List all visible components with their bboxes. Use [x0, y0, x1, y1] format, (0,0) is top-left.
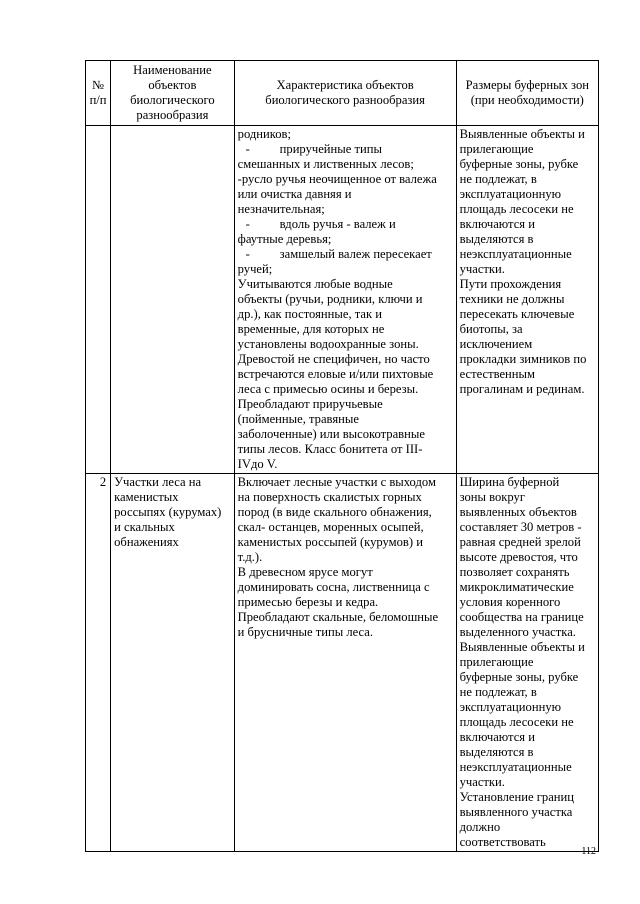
text-line: обнажениях [114, 535, 179, 549]
text-line: не подлежат, в [459, 172, 537, 186]
text-line: каменистых [114, 490, 179, 504]
text-line: выделяются в [459, 745, 534, 759]
text-line: эксплуатационную [459, 700, 562, 714]
text-line: В древесном ярусе могут [237, 565, 373, 579]
text-line: Выявленные объекты и [459, 640, 585, 654]
header-buffer: Размеры буферных зон (при необходимости) [456, 61, 598, 126]
text-line: пересекать ключевые [459, 307, 575, 321]
text-line: Пути прохождения [459, 277, 562, 291]
header-row [86, 61, 599, 126]
text-line: выявленных объектов [459, 505, 577, 519]
text-line: доминировать сосна, лиственница с [237, 580, 430, 594]
text-line: соответствовать [459, 835, 546, 849]
text-line: Выявленные объекты и [459, 127, 585, 141]
text-line: буферные зоны, рубке [459, 157, 579, 171]
row1-num [86, 126, 111, 474]
table-row [86, 474, 599, 852]
text-line: -русло ручья неочищенное от валежа [237, 172, 437, 186]
text-line: микроклиматические [459, 580, 574, 594]
text-line: смешанных и лиственных лесов; [237, 157, 414, 171]
text-line: условия коренного [459, 595, 561, 609]
text-line: Включает лесные участки с выходом [237, 475, 436, 489]
text-line: Преобладают приручьевые [237, 397, 383, 411]
text-line: пород (в виде скального обнажения, [237, 505, 432, 519]
text-line: или очистка давняя и [237, 187, 352, 201]
text-line: временные, для которых не [237, 322, 385, 336]
text-line: естественным [459, 367, 535, 381]
text-line: - вдоль ручья - валеж и [245, 217, 396, 231]
text-line: выявленного участка [459, 805, 573, 819]
text-line: зоны вокруг [459, 490, 526, 504]
text-line: выделяются в [459, 232, 534, 246]
text-line: площадь лесосеки не [459, 202, 574, 216]
text-line: равная средней зрелой [459, 535, 581, 549]
text-line: заболоченные) или высокотравные [237, 427, 425, 441]
text-line: площадь лесосеки не [459, 715, 574, 729]
text-line: эксплуатационную [459, 187, 562, 201]
text-line: на поверхность скалистых горных [237, 490, 422, 504]
text-line: высоте древостоя, что [459, 550, 578, 564]
text-line: типы лесов. Класс бонитета от III- [237, 442, 423, 456]
text-line: неэксплуатационные [459, 760, 572, 774]
text-line: составляет 30 метров - [459, 520, 582, 534]
header-characteristics: Характеристика объектов биологического разнообразия [234, 61, 456, 126]
text-line: Учитываются любые водные [237, 277, 393, 291]
text-line: фаутные деревья; [237, 232, 332, 246]
text-line: (пойменные, травяные [237, 412, 359, 426]
biodiversity-table [85, 60, 599, 852]
text-line: позволяет сохранять [459, 565, 570, 579]
row1-characteristics [234, 126, 456, 474]
text-line: - замшелый валеж пересекает [245, 247, 432, 261]
header-num: № п/п [86, 61, 111, 126]
row2-characteristics [234, 474, 456, 852]
text-line: и брусничные типы леса. [237, 625, 373, 639]
text-line: объекты (ручьи, родники, ключи и [237, 292, 423, 306]
table-row [86, 126, 599, 474]
text-line: т.д.). [237, 550, 263, 564]
text-line: примесью березы и кедра. [237, 595, 379, 609]
text-line: встречаются еловые и/или пихтовые [237, 367, 434, 381]
row1-buffer [456, 126, 598, 474]
text-line: россыпях (курумах) [114, 505, 222, 519]
page-number: 112 [581, 846, 596, 857]
text-line: Древостой не специфичен, но часто [237, 352, 430, 366]
text-line: - приручейные типы [245, 142, 382, 156]
text-line: неэксплуатационные [459, 247, 572, 261]
row1-name [111, 126, 235, 474]
text-line: каменистых россыпей (курумов) и [237, 535, 423, 549]
text-line: должно [459, 820, 501, 834]
text-line: техники не должны [459, 292, 565, 306]
text-line: выделенного участка. [459, 625, 576, 639]
text-line: включаются и [459, 730, 535, 744]
text-line: и скальных [114, 520, 175, 534]
text-line: др.), как постоянные, так и [237, 307, 382, 321]
text-line: незначительная; [237, 202, 325, 216]
text-line: не подлежат, в [459, 685, 537, 699]
text-line: биотопы, за [459, 322, 523, 336]
text-line: Преобладают скальные, беломошные [237, 610, 439, 624]
header-name: Наименование объектов биологического разнообразия [111, 61, 235, 126]
text-line: сообщества на границе [459, 610, 584, 624]
text-line: установлены водоохранные зоны. [237, 337, 419, 351]
text-line: ручей; [237, 262, 273, 276]
text-line: буферные зоны, рубке [459, 670, 579, 684]
text-line: прилегающие [459, 655, 534, 669]
text-line: прокладки зимников по [459, 352, 587, 366]
text-line: прогалинам и рединам. [459, 382, 585, 396]
text-line: IVдо V. [237, 457, 278, 471]
text-line: прилегающие [459, 142, 534, 156]
text-line: Участки леса на [114, 475, 202, 489]
text-line: участки. [459, 775, 505, 789]
text-line: родников; [237, 127, 291, 141]
text-line: включаются и [459, 217, 535, 231]
text-line: участки. [459, 262, 505, 276]
text-line: Установление границ [459, 790, 575, 804]
text-line: исключением [459, 337, 533, 351]
row2-num: 2 [86, 474, 111, 852]
text-line: леса с примесью осины и березы. [237, 382, 419, 396]
row2-name [111, 474, 235, 852]
row2-buffer [456, 474, 598, 852]
text-line: скал- останцев, моренных осыпей, [237, 520, 424, 534]
text-line: Ширина буферной [459, 475, 560, 489]
